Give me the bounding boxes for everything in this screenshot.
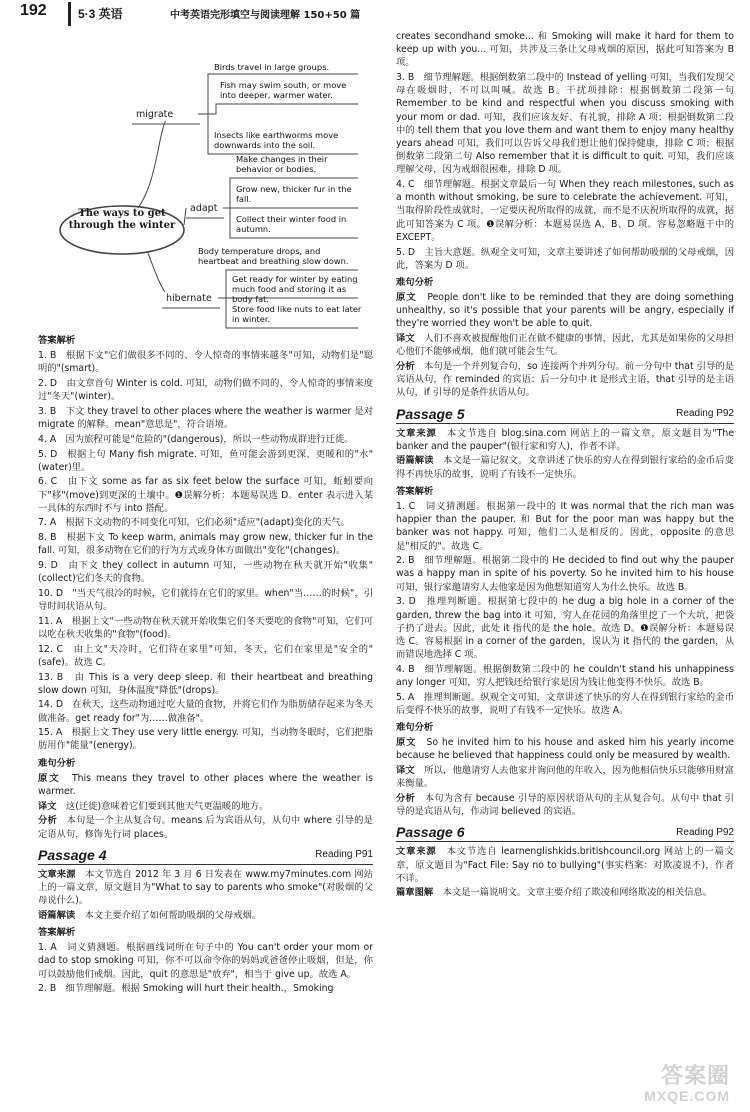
mindmap-branch-hibernate: hibernate (166, 293, 212, 304)
answer-item: 5. D 主旨大意题。纵观全文可知，文章主要讲述了如何帮助吸烟的父母戒烟，因此，答案为 D 项。 (396, 246, 734, 271)
answer-item: 2. D 由文章首句 Winter is cold. 可知，动物们做不同的、令人惊奇的事情来度过"冬天"(winter)。 (38, 378, 373, 403)
answer-item: 14. D 在秋天，这些动物通过吃大量的食物，并将它们作为脂肪储存起来为冬天做准备。get ready for"为……做准备"。 (38, 699, 373, 724)
answer-item: 3. B 细节理解题。根据倒数第二段中的 Instead of yelling 可知，当我们发现父母在吸烟时，不可以叫喊。故选 B。干扰项排除：根据倒数第二段第一句 Remember to be kind and respectful when you discuss smoking with your mom or dad. 可知，我们应该友好、有礼貌，排除 A 项；根据倒数第二段中的 tell them that you love them and want them to enjoy many healthy years ahead 可知，我们可以告诉父母我们想让他们保持健康，排除 C 项；根据倒数第二段第二句 Also remember that it is difficult to quit. 可知，我们应该理解父母，因为戒烟很困难，排除 D 项。 (396, 72, 734, 176)
source (396, 427, 734, 453)
answer-item: 5. A 推理判断题。纵观全文可知，文章讲述了快乐的穷人在得到银行家给的金币后变得不快乐的故事，说明了有钱不一定快乐。故选 A。 (396, 691, 734, 716)
answer-item: 12. C 由上文"天冷时，它们待在家里"可知，冬天，它们在家里是"安全的"(safe)。故选 C。 (38, 643, 373, 668)
translation-text: 这(迁徙)意味着它们要到其他天气更温暖的地方。 (65, 800, 269, 812)
guide-label: 语篇解读 (396, 455, 434, 467)
answer-item: 8. B 根据下文 To keep warm, animals may grow new, thicker fur in the fall. 可知，很多动物在它们的行为方式或身体方面做出"变化"(changes)。 (38, 532, 373, 557)
mindmap-center: The ways to get through the winter (68, 208, 176, 231)
passage-4-header (38, 847, 373, 865)
guide-label: 篇章图解 (396, 887, 434, 899)
answer-item: 10. D "当天气很冷的时候，它们就待在它们的家里。when"当……的时候"，引导时间状语从句。 (38, 587, 373, 613)
mindmap (38, 30, 373, 330)
guide-text: 本文主要介绍了如何帮助吸烟的父母戒烟。 (84, 909, 262, 921)
source-text: 本文节选自 2012 年 3 月 6 日发表在 www.my7minutes.com 网站上的一篇文章，原文题目为"What to say to parents who smoke"(对吸烟的父母说什么)。 (38, 868, 373, 907)
answers-heading: 答案解析 (38, 927, 76, 938)
source (396, 845, 734, 885)
source-label: 文章来源 (396, 427, 437, 439)
translation-label: 译文 (38, 800, 57, 812)
guide (38, 909, 373, 922)
guide (396, 886, 734, 899)
analysis-text: 本句是一个主从复合句。means 后为宾语从句，从句中 where 引导的是定语从句，修饰先行词 places。 (38, 815, 373, 840)
brand-logo-text: 5·3 英语 (78, 7, 123, 21)
answer-item: 4. C 细节理解题。根据文章最后一句 When they reach milestones, such as a month without smoking, be sure to celebrate the achievement. 可知，当取得阶段性成就时，一定要庆祝所取得的成就，而不是不庆祝所取得的成就，据此可知答案为 C 项。❶误解分析：本题易误选 A、B、D 项。容易忽略题干中的 EXCEPT。 (396, 179, 734, 243)
source (38, 868, 373, 908)
watermark-main: 答案圈 (660, 1063, 730, 1089)
left-column (38, 30, 373, 997)
source-text: 本文节选自 learnenglishkids.britishcouncil.org 网站上的一篇文章，原文题目为"Fact File: Say no to bullying"(事实档案：对欺凌说不)，作者不详。 (396, 846, 734, 884)
original-sentence (396, 736, 734, 762)
original-text: So he invited him to his house and asked him his yearly income because he believed that happiness could only be measured by wealth. (396, 737, 734, 762)
reading-page-ref: Reading P92 (676, 826, 734, 838)
book-title: 中考英语完形填空与阅读理解 150+50 篇 (170, 10, 361, 21)
mindmap-item: Get ready for winter by eating much food and storing it as body fat. (232, 274, 358, 305)
mindmap-item: Fish may swim south, or move into deeper, warmer water. (220, 80, 347, 101)
answer-item: 3. B 下文 they travel to other places where the weather is warmer 是对 migrate 的解释。mean"意思是"，符合语境。 (38, 405, 373, 431)
guide-text: 本文是一篇记叙文。文章讲述了快乐的穷人在得到银行家给的金币后变得不再快乐的故事，说明了有钱不一定快乐。 (396, 455, 734, 480)
analysis-label: 分析 (396, 792, 416, 804)
answer-item: creates secondhand smoke... 和 Smoking will make it hard for them to keep up with you... 可知，共涉及三条让父母戒烟的原因，据此可知答案为 B 项。 (396, 31, 734, 69)
source-label: 文章来源 (38, 868, 76, 880)
mindmap-item: Insects like earthworms move downwards into the soil. (214, 130, 339, 151)
reading-page-ref: Reading P92 (676, 408, 734, 420)
answer-item: 7. A 根据下文动物的不同变化可知，它们必须"适应"(adapt)变化的天气。 (38, 517, 350, 529)
answer-item: 4. B 细节理解题。根据倒数第二段中的 he couldn't stand his unhappiness any longer 可知，穷人把钱还给银行家是因为钱让他变得不快乐。故选 B。 (396, 663, 734, 688)
answer-item: 13. B 由 This is a very deep sleep. 和 their heartbeat and breathing slow down 可知，身体温度"降低"(drops)。 (38, 671, 373, 696)
mindmap-item: Store food like nuts to eat later in winter. (232, 304, 362, 325)
mindmap-item: Collect their winter food in autumn. (236, 214, 347, 235)
original-text: People don't like to be reminded that they are doing something unhealthy, so it's possible that your parents will be angry, especially if they're worried they won't be able to quit. (396, 292, 734, 330)
answer-item: 4. A 因为旅程可能是"危险的"(dangerous)，所以一些动物成群进行迁徙。 (38, 433, 354, 445)
mindmap-item: Birds travel in large groups. (214, 62, 330, 72)
analysis-text: 本句为含有 because 引导的原因状语从句的主从复合句。从句中 that 引导的是宾语从句，作动词 believed 的宾语。 (396, 792, 734, 818)
answer-item: 9. D 由下文 they collect in autumn 可知，一些动物在秋天就开始"收集"(collect)它们冬天的食物。 (38, 560, 373, 585)
original-sentence (396, 291, 734, 331)
answer-item: 2. B 细节理解题。根据第二段中的 He decided to find out why the pauper was a happy man in spite of his poverty. So he invited him to his house 可知，银行家邀请穷人去他家是因为他想知道穷人为什么快乐。故选 B。 (396, 555, 734, 593)
analysis (38, 814, 373, 840)
translation-label: 译文 (396, 333, 415, 345)
answers-heading: 答案解析 (38, 335, 76, 346)
translation (38, 800, 373, 813)
mindmap-branch-adapt: adapt (190, 203, 218, 214)
page-header (20, 2, 740, 24)
translation-text: 人们不喜欢被提醒他们正在做不健康的事情，因此，尤其是如果你的父母担心他们不能够戒烟，他们就可能会生气。 (396, 333, 734, 358)
answers-heading: 答案解析 (396, 485, 434, 497)
header-rule (68, 2, 71, 26)
answer-item: 3. D 推理判断题。根据第七段中的 he dug a big hole in a corner of the garden, threw the bag into it 可知，穷人在花园的角落里挖了一个大坑，把袋子扔了进去。因此，此处 it 指代的是 the hole。故选 D。❶误解分析：本题易误选 C。容易根据 in a corner of the garden，误认为 it 指代的 the garden，从而错误地选择 C 项。 (396, 596, 734, 661)
watermark-sub: MXQE.COM (644, 1087, 730, 1104)
original-label: 原文 (38, 772, 61, 784)
answer-item: 15. A 根据上文 They use very little energy. 可知，当动物冬眠时，它们把脂肪用作"能量"(energy)。 (38, 727, 373, 752)
mindmap-item: Grow new, thicker fur in the fall. (236, 184, 352, 205)
mindmap-item: Body temperature drops, and heartbeat and breathing slow down. (198, 246, 349, 267)
guide-text: 本文是一篇说明文。文章主要介绍了欺凌和网络欺凌的相关信息。 (442, 887, 713, 899)
analysis-label: 分析 (396, 361, 415, 372)
answer-item: 1. B 根据下文"它们做很多不同的、令人惊奇的事情来越冬"可知，动物们是"聪明的"(smart)。 (38, 350, 373, 375)
answer-item: 11. A 根据上文"一些动物在秋天就开始收集它们冬天要吃的食物"可知，它们可以吃在秋天收集的"食物"(food)。 (38, 615, 373, 640)
page-number: 192 (20, 2, 47, 19)
answer-item: 5. D 根据上句 Many fish migrate. 可知，鱼可能会游到更深、更暖和的"水"(water)里。 (38, 448, 373, 473)
answer-item: 1. A 词义猜测题。根据画线词所在句子中的 You can't order your mom or dad to stop smoking 可知，你不可以命令你的妈妈或爸爸停止吸烟，但是，你可以鼓励他们戒烟。因此，quit 的意思是"放弃"，相当于 give up。故选 A。 (38, 942, 373, 980)
reading-page-ref: Reading P91 (315, 849, 373, 861)
original-label: 原文 (396, 292, 417, 304)
passage-5-header (396, 406, 734, 424)
translation-label: 译文 (396, 765, 415, 777)
answer-item: 1. C 词义猜测题。根据第一段中的 It was normal that the rich man was happier than the pauper. 和 But for the poor man was happy but the banker was not happy. 可知，他们二人是相反的。因此，opposite 的意思是"相反的"。故选 C。 (396, 501, 734, 552)
source-label: 文章来源 (396, 846, 437, 858)
source-text: 本文节选自 blog.sina.com 网站上的一篇文章，原文题目为"The banker and the pauper"(银行家和穷人)，作者不详。 (396, 427, 734, 452)
answer-item: 6. C 由下文 some as far as six feet below the surface 可知，蚯蚓要向下"移"(move)到更深的土壤中。❶误解分析：本题易误选 D。enter 表示进入某一具体的东西时不与 into 搭配。 (38, 476, 373, 514)
analysis (396, 360, 734, 400)
analysis (396, 792, 734, 818)
difficult-sentence-heading: 难句分析 (38, 757, 76, 769)
original-sentence (38, 772, 373, 798)
difficult-sentence-heading: 难句分析 (396, 276, 434, 288)
difficult-sentence-heading: 难句分析 (396, 722, 434, 733)
passage-6-header (396, 824, 734, 842)
analysis-text: 本句是一个并列复合句，so 连接两个并列分句。前一分句中 that 引导的是宾语从句，作 reminded 的宾语；后一分句中 it 是形式主语，that 引导的是主语从句，if 引导的是条件状语从句。 (396, 361, 734, 399)
analysis-label: 分析 (38, 815, 57, 827)
answer-item: 2. B 细节理解题。根据 Smoking will hurt their health.，Smoking (38, 983, 334, 995)
translation (396, 332, 734, 358)
guide-label: 语篇解读 (38, 909, 76, 921)
translation (396, 764, 734, 790)
translation-text: 所以，他邀请穷人去他家并询问他的年收入，因为他相信快乐只能够用财富来衡量。 (396, 765, 734, 790)
mindmap-branch-migrate: migrate (136, 109, 174, 120)
passage-title: Passage 6 (396, 824, 465, 841)
original-text: This means they travel to other places where the weather is warmer. (38, 772, 373, 797)
right-column (396, 30, 734, 901)
guide (396, 454, 734, 480)
passage-title: Passage 5 (396, 405, 465, 422)
watermark-logo (644, 1064, 730, 1104)
passage-title: Passage 4 (38, 846, 107, 863)
original-label: 原文 (396, 737, 417, 749)
mindmap-item: Make changes in their behavior or bodies. (236, 154, 328, 175)
